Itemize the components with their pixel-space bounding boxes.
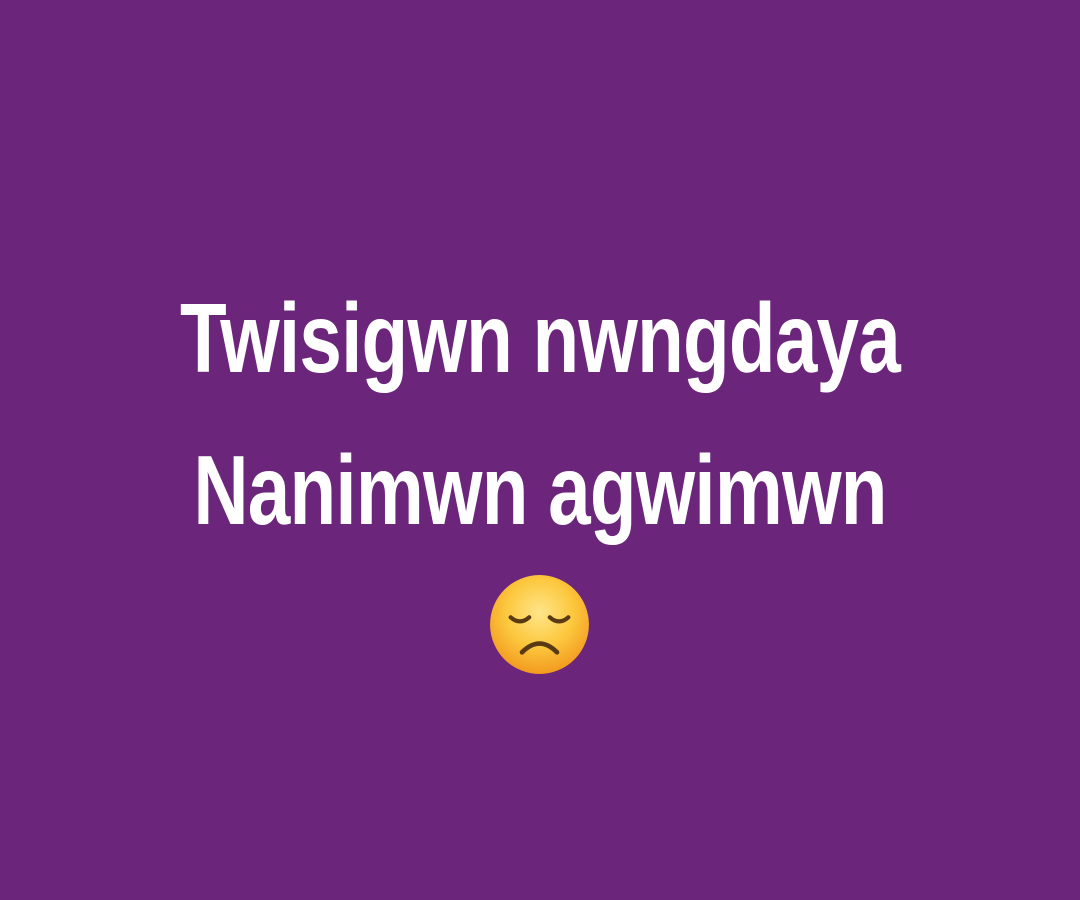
disappointed-face-icon bbox=[488, 573, 591, 676]
message-text bbox=[0, 262, 1080, 566]
message-line-2: Nanimwn agwimwn bbox=[193, 435, 887, 545]
disappointed-face-icon-graphic bbox=[488, 573, 591, 676]
message-line-1: Twisigwn nwngdaya bbox=[179, 283, 901, 393]
